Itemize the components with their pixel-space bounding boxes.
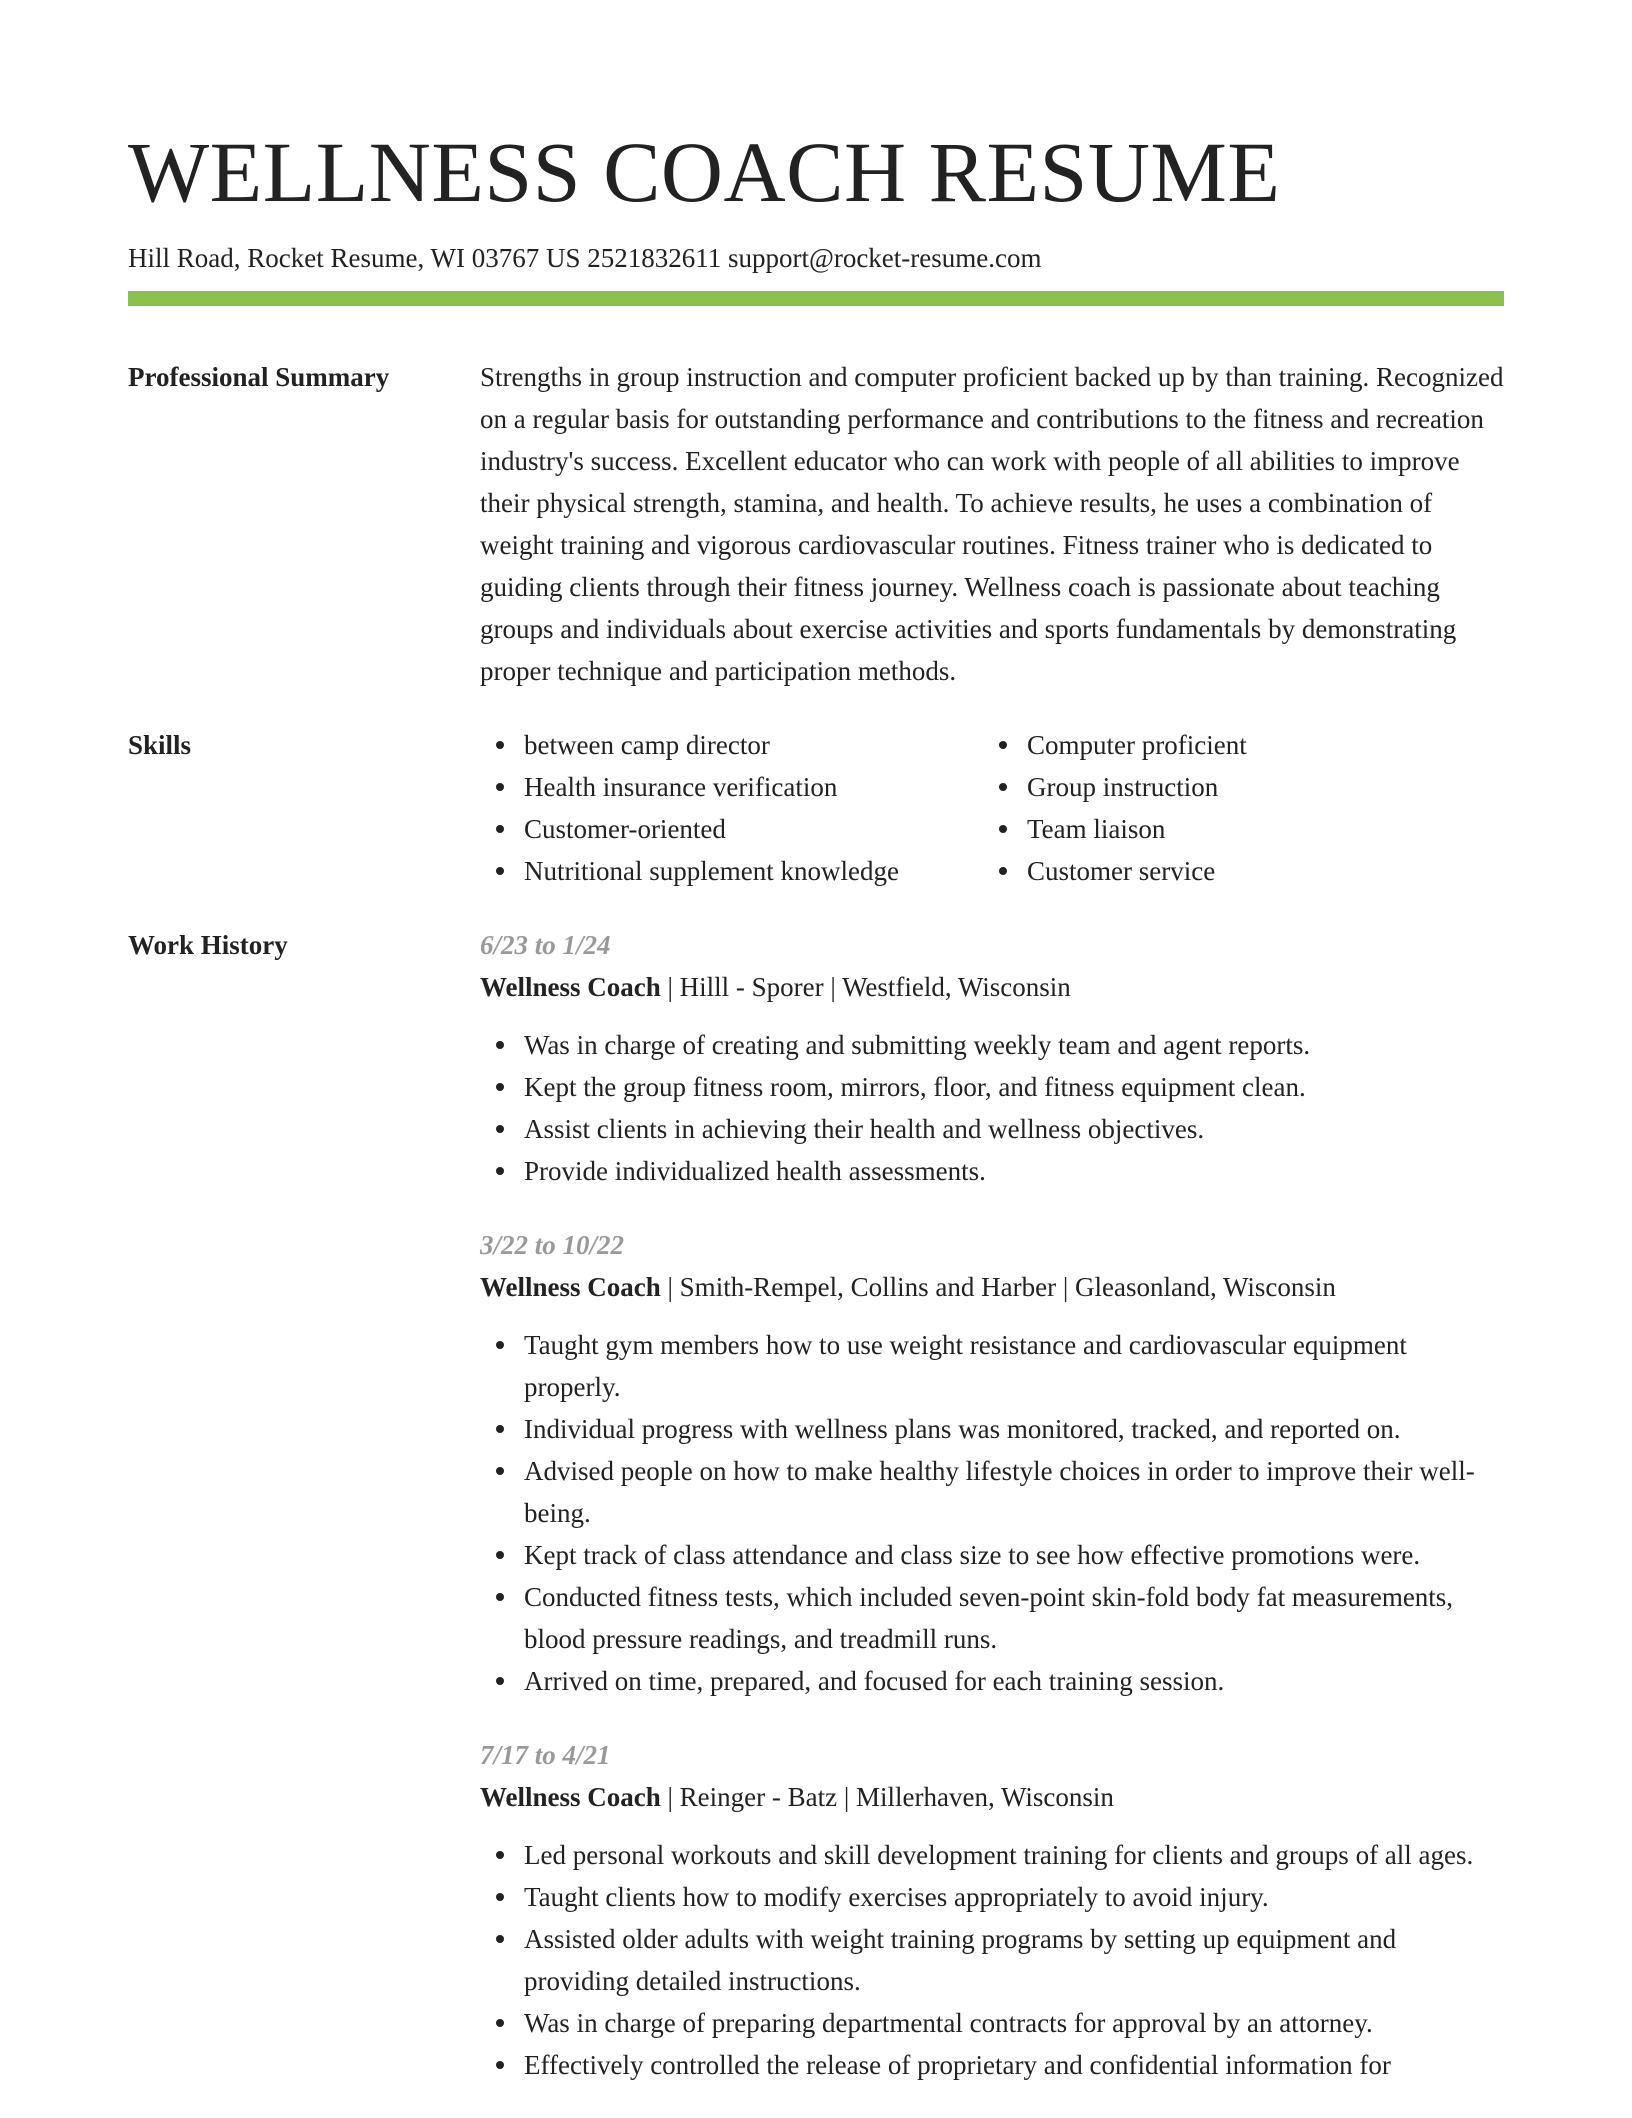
skills-list-right <box>983 724 1247 892</box>
job-bullet: Kept track of class attendance and class size to see how effective promotions were. <box>524 1534 1504 1576</box>
job-entry <box>480 924 1504 1192</box>
resume-page <box>128 0 1504 2118</box>
job-entry <box>480 1224 1504 1702</box>
contact-line: Hill Road, Rocket Resume, WI 03767 US 2521832611 support@rocket-resume.com <box>128 243 1042 273</box>
job-details: | Reinger - Batz | Millerhaven, Wisconsin <box>660 1782 1114 1812</box>
job-title-line <box>480 1266 1504 1308</box>
job-title: Wellness Coach <box>480 972 661 1002</box>
summary-heading: Professional Summary <box>128 362 390 392</box>
skill-item: Health insurance verification <box>524 766 983 808</box>
job-bullet: Taught clients how to modify exercises appropriately to avoid injury. <box>524 1876 1504 1918</box>
job-bullet: Assist clients in achieving their health and wellness objectives. <box>524 1108 1504 1150</box>
job-bullet: Effectively controlled the release of proprietary and confidential information for <box>524 2044 1504 2086</box>
job-dates: 3/22 to 10/22 <box>480 1230 625 1260</box>
summary-section <box>128 356 1504 692</box>
skill-item: Computer proficient <box>1027 724 1247 766</box>
job-bullets <box>480 1834 1504 2086</box>
work-history-section <box>128 924 1504 2118</box>
job-details: | Hilll - Sporer | Westfield, Wisconsin <box>660 972 1071 1002</box>
job-dates: 7/17 to 4/21 <box>480 1740 611 1770</box>
skill-item: between camp director <box>524 724 983 766</box>
job-details: | Smith-Rempel, Collins and Harber | Gleasonland, Wisconsin <box>660 1272 1336 1302</box>
job-bullet: Advised people on how to make healthy lifestyle choices in order to improve their well-being. <box>524 1450 1504 1534</box>
job-bullet: Provide individualized health assessments. <box>524 1150 1504 1192</box>
job-bullet: Was in charge of creating and submitting weekly team and agent reports. <box>524 1024 1504 1066</box>
job-bullet: Individual progress with wellness plans was monitored, tracked, and reported on. <box>524 1408 1504 1450</box>
job-title: Wellness Coach <box>480 1272 661 1302</box>
job-bullet: Conducted fitness tests, which included seven-point skin-fold body fat measurements, blood pressure readings, and treadmill runs. <box>524 1576 1504 1660</box>
job-title-line <box>480 1776 1504 1818</box>
skill-item: Group instruction <box>1027 766 1247 808</box>
summary-text: Strengths in group instruction and computer proficient backed up by than training. Recognized on a regular basis for outstanding performance and contributions to the fitness and recreation industry's success. Excellent educator who can work with people of all abilities to improve their physical strength, stamina, and health. To achieve results, he uses a combination of weight training and vigorous cardiovascular routines. Fitness trainer who is dedicated to guiding clients through their fitness journey. Wellness coach is passionate about teaching groups and individuals about exercise activities and sports fundamentals by demonstrating proper technique and participation methods. <box>480 362 1504 686</box>
resume-title: WELLNESS COACH RESUME <box>128 124 1281 220</box>
job-bullet: Kept the group fitness room, mirrors, floor, and fitness equipment clean. <box>524 1066 1504 1108</box>
skills-section <box>128 724 1504 892</box>
job-bullet: Arrived on time, prepared, and focused for each training session. <box>524 1660 1504 1702</box>
job-bullet: Assisted older adults with weight training programs by setting up equipment and providing detailed instructions. <box>524 1918 1504 2002</box>
job-bullets <box>480 1024 1504 1192</box>
job-title-line <box>480 966 1504 1008</box>
job-bullet: Was in charge of preparing departmental contracts for approval by an attorney. <box>524 2002 1504 2044</box>
accent-divider <box>128 291 1504 306</box>
skills-heading: Skills <box>128 730 192 760</box>
skill-item: Nutritional supplement knowledge <box>524 850 983 892</box>
skill-item: Customer service <box>1027 850 1247 892</box>
skill-item: Customer-oriented <box>524 808 983 850</box>
skills-list-left <box>480 724 983 892</box>
job-entry <box>480 1734 1504 2086</box>
work-history-heading: Work History <box>128 930 288 960</box>
job-bullet: Taught gym members how to use weight resistance and cardiovascular equipment properly. <box>524 1324 1504 1408</box>
job-bullets <box>480 1324 1504 1702</box>
job-dates: 6/23 to 1/24 <box>480 930 611 960</box>
skill-item: Team liaison <box>1027 808 1247 850</box>
job-title: Wellness Coach <box>480 1782 661 1812</box>
job-bullet: Led personal workouts and skill development training for clients and groups of all ages. <box>524 1834 1504 1876</box>
